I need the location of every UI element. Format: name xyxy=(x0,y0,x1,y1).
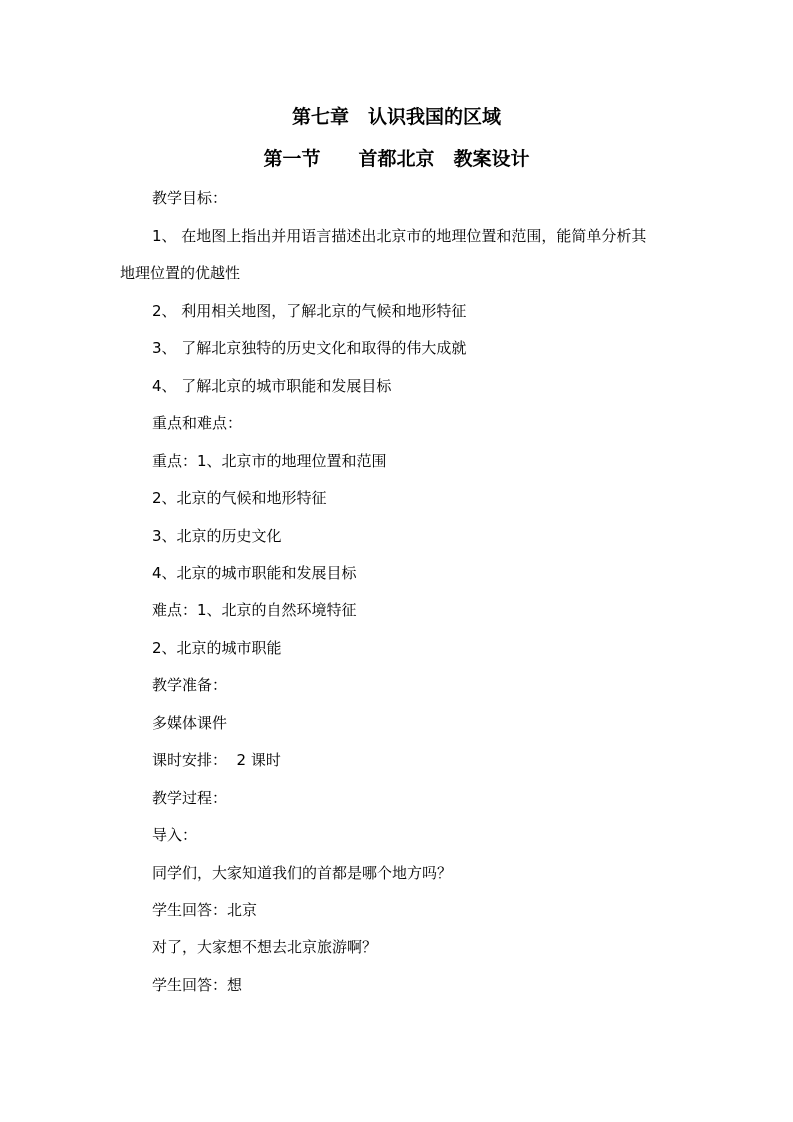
objective-1-continued: 地理位置的优越性 xyxy=(120,264,241,282)
objective-3: 3、 了解北京独特的历史文化和取得的伟大成就 xyxy=(152,339,467,357)
chapter-title: 第七章 认识我国的区域 xyxy=(291,106,501,128)
section-title: 第一节 首都北京 教案设计 xyxy=(263,148,530,170)
objective-1: 1、 在地图上指出并用语言描述出北京市的地理位置和范围，能简单分析其 xyxy=(152,227,647,245)
key-point-2: 2、北京的气候和地形特征 xyxy=(152,489,327,507)
difficult-point-2: 2、北京的城市职能 xyxy=(152,639,282,657)
student-answer-2: 学生回答：想 xyxy=(152,976,243,994)
key-point-4: 4、北京的城市职能和发展目标 xyxy=(152,564,357,582)
objectives-heading: 教学目标： xyxy=(152,189,228,207)
objective-4: 4、 了解北京的城市职能和发展目标 xyxy=(152,377,392,395)
key-points-heading: 重点和难点： xyxy=(152,414,243,432)
teacher-question-2: 对了，大家想不想去北京旅游啊？ xyxy=(152,938,378,956)
preparation-content: 多媒体课件 xyxy=(152,714,228,732)
intro-heading: 导入： xyxy=(152,826,198,844)
objective-2: 2、 利用相关地图，了解北京的气候和地形特征 xyxy=(152,302,467,320)
preparation-heading: 教学准备： xyxy=(152,676,228,694)
teacher-question-1: 同学们，大家知道我们的首都是哪个地方吗？ xyxy=(152,864,453,882)
schedule-line: 课时安排： 2 课时 xyxy=(152,751,281,769)
key-point-3: 3、北京的历史文化 xyxy=(152,527,282,545)
process-heading: 教学过程： xyxy=(152,789,228,807)
key-point-1: 重点：1、北京市的地理位置和范围 xyxy=(152,452,387,470)
difficult-point-1: 难点：1、北京的自然环境特征 xyxy=(152,601,357,619)
student-answer-1: 学生回答：北京 xyxy=(152,901,258,919)
